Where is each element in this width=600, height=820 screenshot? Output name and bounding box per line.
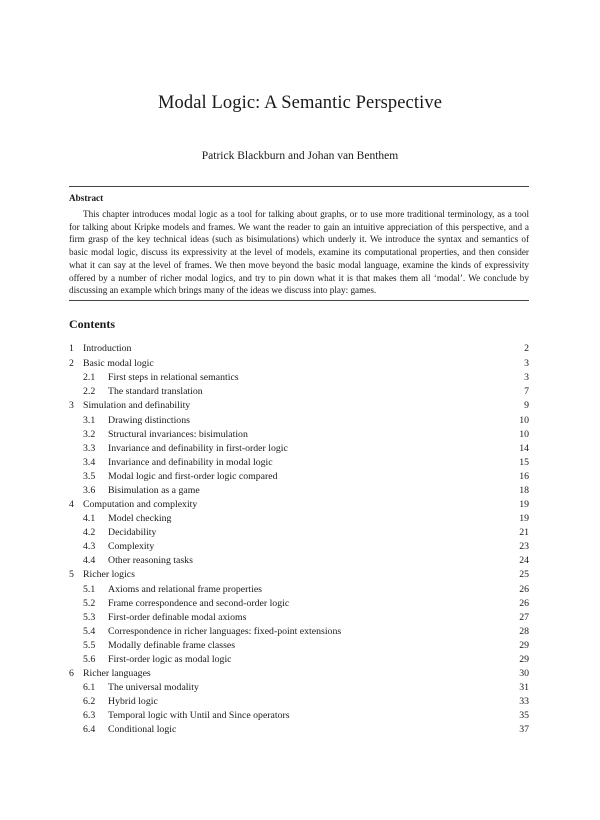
toc-section-entry[interactable] (69, 568, 529, 583)
toc-entry-page: 10 (519, 414, 529, 426)
toc-entry-page: 33 (519, 696, 529, 707)
abstract-heading: Abstract (69, 193, 104, 203)
toc-subsection-entry[interactable] (69, 385, 529, 399)
toc-entry-number: 3.2 (83, 428, 96, 440)
toc-subsection-entry[interactable] (69, 723, 529, 737)
toc-entry-label: Modally definable frame classes (108, 639, 236, 651)
toc-entry-number: 5.2 (83, 597, 96, 609)
toc-subsection-entry[interactable] (69, 371, 529, 385)
toc-entry-label: Modal logic and first-order logic compared (108, 470, 278, 482)
toc-section-entry[interactable] (69, 498, 529, 513)
toc-entry-page: 26 (519, 583, 529, 595)
toc-entry-page: 19 (519, 513, 529, 524)
toc-entry-page: 29 (519, 653, 529, 665)
toc-entry-label: Richer languages (83, 667, 151, 679)
toc-entry-label: Frame correspondence and second-order logic (108, 597, 290, 609)
toc-entry-label: Basic modal logic (83, 357, 154, 369)
toc-section-entry[interactable] (69, 342, 529, 357)
toc-entry-number: 3.3 (83, 442, 96, 454)
toc-subsection-entry[interactable] (69, 526, 529, 540)
toc-subsection-entry[interactable] (69, 414, 529, 428)
toc-entry-page: 24 (519, 555, 529, 566)
toc-entry-number: 2.2 (83, 386, 96, 397)
toc-subsection-entry[interactable] (69, 709, 529, 723)
toc-entry-label: Decidability (108, 527, 157, 538)
toc-entry-label: Computation and complexity (83, 498, 198, 510)
toc-entry-page: 37 (519, 724, 529, 735)
toc-entry-label: Other reasoning tasks (108, 555, 193, 566)
toc-entry-number: 4.2 (83, 527, 96, 538)
toc-subsection-entry[interactable] (69, 442, 529, 456)
toc-entry-number: 1 (69, 343, 74, 354)
toc-subsection-entry[interactable] (69, 597, 529, 611)
toc-entry-number: 5.3 (83, 611, 96, 623)
toc-entry-page: 14 (519, 442, 529, 454)
toc-entry-label: Introduction (83, 343, 132, 354)
toc-entry-number: 4.4 (83, 555, 96, 566)
toc-entry-number: 4 (69, 498, 74, 510)
toc-subsection-entry[interactable] (69, 639, 529, 653)
toc-entry-page: 27 (519, 611, 529, 623)
abstract-bottom-rule (69, 300, 529, 301)
toc-entry-number: 4.1 (83, 513, 96, 524)
abstract-text: This chapter introduces modal logic as a tool for talking about graphs, or to use more traditional terminology, as a tool for talking about Kripke models and frames. We want the reader to gain an intuitive appreciation of this perspective, and a firm grasp of the key technical ideas (such as bisimulations) which underly it. We introduce the syntax and semantics of basic modal logic, discuss its expressivity at the level of models, examine its computational properties, and then consider what it can say at the level of frames. We then move beyond the basic modal language, examine the kinds of expressivity offered by a number of richer modal logics, and try to pin down what it is that makes them all ‘modal’. We conclude by discussing an example which brings many of the ideas we discuss into play: games. (69, 209, 529, 296)
toc-subsection-entry[interactable] (69, 512, 529, 526)
toc-entry-page: 7 (524, 386, 529, 397)
toc-entry-page: 29 (519, 639, 529, 651)
toc-entry-number: 2.1 (83, 372, 96, 383)
toc-entry-page: 10 (519, 428, 529, 440)
toc-entry-page: 3 (524, 357, 529, 369)
toc-entry-label: Axioms and relational frame properties (108, 583, 262, 595)
toc-entry-number: 3.1 (83, 414, 96, 426)
toc-entry-number: 6.3 (83, 710, 96, 721)
toc-entry-number: 5 (69, 569, 74, 580)
toc-entry-page: 21 (519, 527, 529, 538)
toc-entry-page: 23 (519, 541, 529, 552)
toc-entry-page: 26 (519, 597, 529, 609)
contents-heading: Contents (69, 317, 116, 331)
toc-entry-number: 3.6 (83, 484, 96, 496)
toc-entry-page: 25 (519, 569, 529, 580)
toc-entry-number: 5.4 (83, 625, 96, 637)
toc-subsection-entry[interactable] (69, 484, 529, 498)
toc-entry-label: Complexity (108, 541, 155, 552)
toc-entry-number: 5.5 (83, 639, 96, 651)
toc-entry-label: Temporal logic with Until and Since operators (108, 710, 290, 721)
toc-entry-label: Bisimulation as a game (108, 484, 200, 496)
toc-entry-number: 5.1 (83, 583, 96, 595)
toc-entry-label: First steps in relational semantics (108, 372, 239, 383)
toc-entry-label: First-order logic as modal logic (108, 653, 232, 665)
toc-entry-page: 16 (519, 470, 529, 482)
toc-entry-number: 3.5 (83, 470, 96, 482)
toc-section-entry[interactable] (69, 357, 529, 372)
toc-entry-label: First-order definable modal axioms (108, 611, 247, 623)
toc-subsection-entry[interactable] (69, 653, 529, 667)
toc-entry-number: 6.2 (83, 696, 96, 707)
toc-entry-number: 6.1 (83, 682, 96, 693)
toc-section-entry[interactable] (69, 399, 529, 414)
toc-entry-label: Invariance and definability in first-order logic (108, 442, 288, 454)
toc-subsection-entry[interactable] (69, 695, 529, 709)
toc-entry-label: Simulation and definability (83, 400, 191, 411)
toc-subsection-entry[interactable] (69, 625, 529, 639)
toc-entry-label: Hybrid logic (108, 696, 158, 707)
paper-title: Modal Logic: A Semantic Perspective (157, 93, 443, 113)
toc-subsection-entry[interactable] (69, 540, 529, 554)
toc-entry-label: The standard translation (108, 386, 203, 397)
toc-subsection-entry[interactable] (69, 611, 529, 625)
toc-entry-page: 31 (519, 682, 529, 693)
toc-entry-label: Invariance and definability in modal logic (108, 456, 273, 468)
table-of-contents (69, 342, 529, 737)
toc-section-entry[interactable] (69, 667, 529, 682)
toc-entry-label: Structural invariances: bisimulation (108, 428, 248, 440)
toc-subsection-entry[interactable] (69, 470, 529, 484)
toc-entry-page: 2 (524, 343, 529, 354)
toc-entry-number: 2 (69, 357, 74, 369)
toc-subsection-entry[interactable] (69, 681, 529, 695)
toc-subsection-entry[interactable] (69, 583, 529, 597)
toc-entry-page: 3 (524, 372, 529, 383)
abstract-top-rule (69, 186, 529, 187)
toc-entry-number: 6 (69, 667, 74, 679)
toc-entry-page: 18 (519, 484, 529, 496)
toc-entry-number: 6.4 (83, 724, 96, 735)
toc-entry-label: Model checking (108, 513, 172, 524)
toc-entry-number: 3.4 (83, 456, 96, 468)
toc-entry-label: Correspondence in richer languages: fixed-point extensions (108, 625, 342, 637)
toc-entry-label: Drawing distinctions (108, 414, 190, 426)
toc-entry-number: 4.3 (83, 541, 96, 552)
toc-entry-page: 30 (519, 667, 529, 679)
toc-entry-page: 19 (519, 498, 529, 510)
toc-entry-page: 28 (519, 625, 529, 637)
toc-entry-page: 35 (519, 710, 529, 721)
toc-entry-page: 9 (524, 400, 529, 411)
toc-entry-page: 15 (519, 456, 529, 468)
toc-entry-label: Richer logics (83, 569, 135, 580)
toc-entry-label: The universal modality (108, 682, 199, 693)
paper-authors: Patrick Blackburn and Johan van Benthem (201, 150, 399, 162)
toc-subsection-entry[interactable] (69, 428, 529, 442)
toc-entry-label: Conditional logic (108, 724, 177, 735)
toc-entry-number: 5.6 (83, 653, 96, 665)
toc-subsection-entry[interactable] (69, 554, 529, 568)
toc-entry-number: 3 (69, 400, 74, 411)
toc-subsection-entry[interactable] (69, 456, 529, 470)
